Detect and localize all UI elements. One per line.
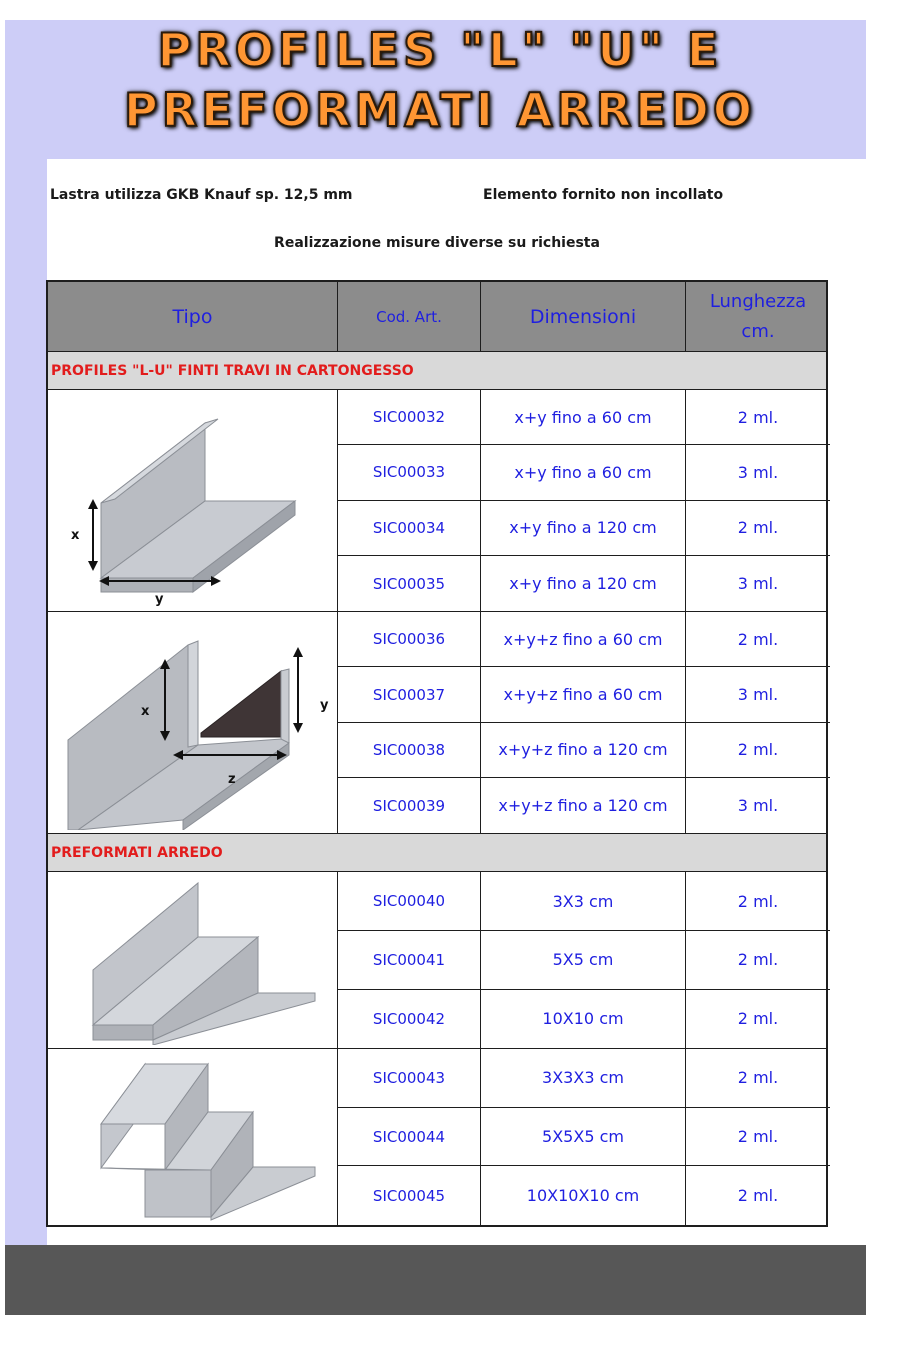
cell-cod-art: SIC00041 [338,931,481,989]
label-x: x [70,528,79,544]
title-line-1: PROFILES "L" "U" E [157,23,723,77]
label-z: z [227,772,236,788]
group-rows [338,390,830,611]
cell-dimensioni: x+y fino a 60 cm [481,390,686,444]
table-row [338,501,830,556]
table-row [338,1108,830,1167]
cell-lunghezza: 2 ml. [737,891,779,911]
cell-cod-art: SIC00039 [338,778,481,833]
u-profile-illustration [48,612,338,833]
cell-lunghezza: 3 ml. [737,574,779,594]
header-dimensioni: Dimensioni [481,282,686,351]
table-row [338,612,830,667]
cell-lunghezza: 3 ml. [737,685,779,705]
cell-lunghezza: 2 ml. [737,740,779,760]
single-step-illustration [48,872,338,1048]
table-header [48,282,826,352]
cell-cod-art: SIC00038 [338,723,481,777]
section-title: PREFORMATI ARREDO [48,834,826,872]
cell-lunghezza: 3 ml. [737,796,779,816]
cell-cod-art: SIC00045 [338,1166,481,1225]
cell-dimensioni: 10X10 cm [481,990,686,1049]
cell-lunghezza: 2 ml. [737,407,779,427]
cell-lunghezza: 2 ml. [737,1186,779,1206]
cell-cod-art: SIC00034 [338,501,481,555]
u-profile-icon [53,615,333,830]
cell-lunghezza: 2 ml. [737,1127,779,1147]
cell-dimensioni: x+y+z fino a 120 cm [481,723,686,777]
custom-sizes-note: Realizzazione misure diverse su richiesta [274,235,600,251]
l-profile-icon [53,393,333,608]
cell-cod-art: SIC00044 [338,1108,481,1166]
cell-cod-art: SIC00042 [338,990,481,1049]
l-profile-illustration [48,390,338,611]
cell-dimensioni: x+y+z fino a 60 cm [481,667,686,721]
table-row [338,1049,830,1108]
cell-cod-art: SIC00033 [338,445,481,499]
cell-lunghezza: 2 ml. [737,1068,779,1088]
cell-lunghezza: 2 ml. [737,629,779,649]
double-step-shelf-icon [53,1052,333,1222]
label-x: x [140,704,149,720]
product-table [46,280,828,1227]
cell-dimensioni: 5X5X5 cm [481,1108,686,1166]
material-note: Lastra utilizza GKB Knauf sp. 12,5 mm [50,187,353,203]
cell-cod-art: SIC00035 [338,556,481,611]
supply-note: Elemento fornito non incollato [483,187,724,203]
cell-dimensioni: x+y+z fino a 60 cm [481,612,686,666]
table-row [338,1166,830,1225]
table-row [338,931,830,990]
header-tipo: Tipo [48,282,338,351]
cell-cod-art: SIC00032 [338,390,481,444]
product-group [48,872,826,1049]
table-row [338,390,830,445]
table-row [338,445,830,500]
cell-dimensioni: 10X10X10 cm [481,1166,686,1225]
page-title [60,20,820,140]
group-rows [338,612,830,833]
cell-cod-art: SIC00040 [338,872,481,930]
section-title: PROFILES "L-U" FINTI TRAVI IN CARTONGESSO [48,352,826,390]
cell-lunghezza: 3 ml. [737,462,779,482]
label-y: y [154,592,163,608]
cell-cod-art: SIC00037 [338,667,481,721]
header-lunghezza: Lunghezza cm. [709,290,807,342]
cell-lunghezza: 2 ml. [737,950,779,970]
left-decor-band [5,20,47,1245]
product-group [48,612,826,834]
cell-dimensioni: x+y fino a 60 cm [481,445,686,499]
cell-dimensioni: x+y fino a 120 cm [481,556,686,611]
table-row [338,723,830,778]
double-step-illustration [48,1049,338,1225]
cell-dimensioni: x+y fino a 120 cm [481,501,686,555]
table-row [338,556,830,611]
cell-dimensioni: 3X3X3 cm [481,1049,686,1107]
table-row [338,667,830,722]
table-row [338,872,830,931]
cell-lunghezza: 2 ml. [737,1009,779,1029]
label-y: y [319,698,328,714]
cell-cod-art: SIC00036 [338,612,481,666]
footer-band [5,1245,866,1315]
product-group [48,1049,826,1225]
cell-dimensioni: 3X3 cm [481,872,686,930]
group-rows [338,1049,830,1225]
cell-cod-art: SIC00043 [338,1049,481,1107]
table-row [338,990,830,1049]
cell-dimensioni: x+y+z fino a 120 cm [481,778,686,833]
cell-dimensioni: 5X5 cm [481,931,686,989]
cell-lunghezza: 2 ml. [737,518,779,538]
title-line-2: PREFORMATI ARREDO [124,83,756,137]
group-rows [338,872,830,1048]
single-step-shelf-icon [53,875,333,1045]
product-group [48,390,826,612]
table-row [338,778,830,833]
header-cod-art: Cod. Art. [338,282,481,351]
